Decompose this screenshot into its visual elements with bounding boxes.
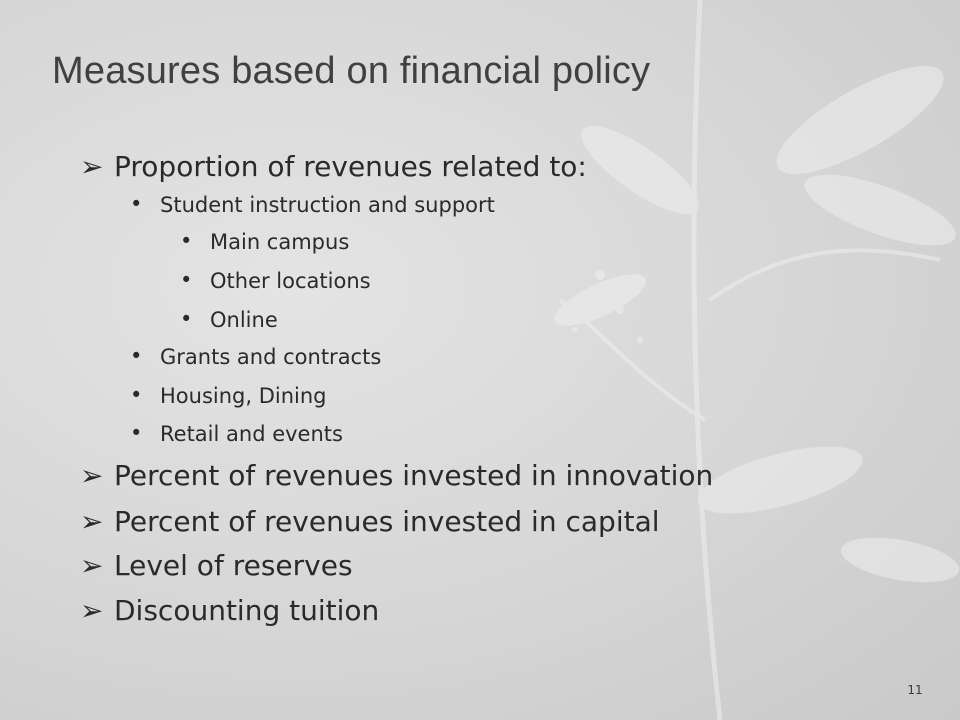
list-item-text: Student instruction and support — [160, 193, 495, 217]
list-item-text: Grants and contracts — [160, 345, 382, 369]
list-item — [180, 307, 278, 332]
list-item — [80, 150, 587, 183]
list-item — [180, 229, 350, 254]
dot-bullet-icon: • — [130, 421, 143, 445]
arrow-bullet-icon: ➢ — [80, 549, 104, 582]
dot-bullet-icon: • — [130, 344, 143, 368]
list-item — [130, 344, 382, 369]
list-item — [180, 268, 371, 293]
list-item-text: Proportion of revenues related to: — [114, 150, 587, 183]
page-number: 11 — [907, 683, 923, 697]
arrow-bullet-icon: ➢ — [80, 505, 104, 538]
list-item-text: Percent of revenues invested in capital — [114, 505, 660, 538]
list-item-text: Housing, Dining — [160, 384, 327, 408]
list-item-text: Percent of revenues invested in innovation — [114, 459, 714, 492]
list-item — [130, 192, 495, 217]
arrow-bullet-icon: ➢ — [80, 594, 104, 627]
dot-bullet-icon: • — [130, 192, 143, 216]
arrow-bullet-icon: ➢ — [80, 459, 104, 492]
dot-bullet-icon: • — [180, 268, 193, 292]
list-item — [80, 549, 353, 582]
dot-bullet-icon: • — [180, 307, 193, 331]
list-item-text: Retail and events — [160, 422, 343, 446]
list-item-text: Main campus — [210, 230, 350, 254]
slide-title: Measures based on financial policy — [52, 50, 651, 92]
list-item — [80, 505, 660, 538]
list-item-text: Level of reserves — [114, 549, 353, 582]
dot-bullet-icon: • — [130, 383, 143, 407]
list-item — [130, 421, 343, 446]
dot-bullet-icon: • — [180, 229, 193, 253]
list-item-text: Discounting tuition — [114, 594, 380, 627]
list-item-text: Other locations — [210, 269, 371, 293]
list-item — [80, 594, 380, 627]
list-item — [80, 459, 714, 492]
list-item-text: Online — [210, 308, 278, 332]
list-item — [130, 383, 327, 408]
arrow-bullet-icon: ➢ — [80, 150, 104, 183]
